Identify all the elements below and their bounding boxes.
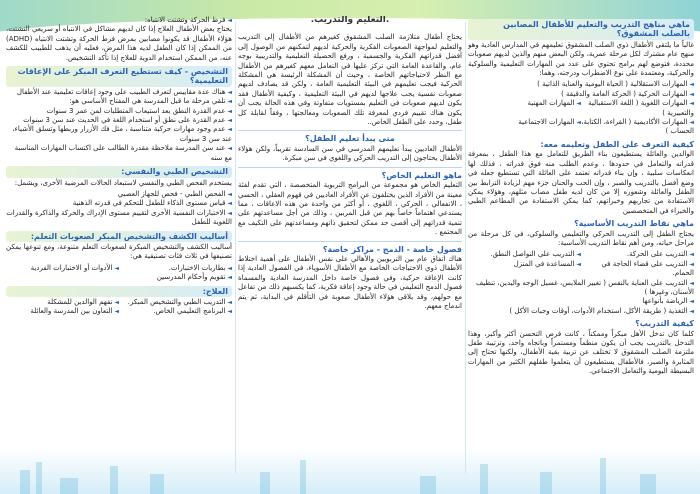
column-divider: [235, 22, 236, 474]
list-item: ◄ التعاون بين المدرسة والعائلة: [6, 307, 119, 316]
list-item: ◄ تفهم الوالدين للمشكلة: [6, 298, 119, 307]
list-item: ◄ عدم القدرة النطق بعد استيعاب المتطلبات لمن عمر 3 سنوات: [6, 107, 232, 116]
section-paragraph: يحتاج أطفال متلازمة الصلب المشقوق كغيرهم من الأطفال إلى التدريب والتعليم لمواجهة الصعوبات الفكرية والحركية لديهم لتمكنهم من الوصول إلى أفضل قدراتهم الفكرية والجسمية ، ورفع الحصيلة التعليمية والتدريبية بوجه عام، والقاعدة العامة التي تركز عليها في التعامل معهم كغيرهم من الأطفال مع النظر لاحتياجاتهم الخاصة ، وحيث أن المشكلة الرئيسة هي المشكلة الحركية فيجب تعليمهم في البيئة التعليمية العامة ، ولكن قد يصادف لديهم صعوبات نفسية يجب علاجها لديهم في البيئة التعليمية ، وكيفية الأطفال فقد يكون لديهم صعوبات في التعليم بمستويات متفاوتة وفي هذه الحالة يجب أن يكون هناك تقييم فردي لمعرفة تلك الصعوبات ومعالجتها ، وفقاً لقابلة كل طفل، وحدد على الطفل الخاص..: [238, 33, 462, 127]
list-item: ◄ عدم وجود مهارات حركية متناسبة ، مثل فك الأزرار وربطها وتسلق الأشياء، عند سن 3 سنوات: [6, 125, 232, 144]
list-item: ◄ عند سن المدرسة ملاحظة مقدرة الطالب على اكتساب المهارات المناسبة مع سنه: [6, 144, 232, 163]
section-heading: ماهي مناهج التدريب والتعليم للأطفال المصابين بالصلب المشقوق؟: [468, 19, 694, 40]
training-points-list: [468, 250, 694, 278]
section-heading: متى يبدأ تعليم الطفل؟: [305, 134, 395, 144]
list-item: ◄ هناك عدة مقاييس لتعرف الطبيب على وجود إعاقات تعليمية عند الأطفال: [6, 88, 232, 97]
left-column: [6, 16, 232, 486]
list-item: ◄ فرط الحركة وتشتت الانتباه:: [6, 16, 232, 25]
section-paragraph: يحتاج الطفل إلى التدريب الحركي والتعليمي والسلوكي، في كل مرحلة من مراحل حياته، ومن أهم نقاط التدريب الأساسية:: [468, 229, 694, 247]
section-paragraph: أساليب الكشف والتشخيص المبكرة لصعوبات التعلم متنوعة، ومع تنوعها يمكن تصنيفها في ثلاث فئات تصنيفية هي:: [6, 242, 232, 261]
list-item: ◄ المهارات اللغوية ( اللغة الاستقبالية والتعبيرية ): [581, 99, 694, 118]
right-column: [468, 16, 694, 486]
list-item: ◄ التدريب على قضاء الحاجة في الحمام.: [581, 260, 694, 279]
list-item: ◄ المهارات الاجتماعية: [468, 118, 581, 137]
list-item: ◄ التغذية ( طريقة الأكل، استخدام الأدوات، أوقات وجبات الأكل ): [468, 307, 694, 316]
section-heading: فصول خاصة - الدمج - مراكز خاصة؟: [322, 244, 462, 254]
list-item: ◄ الرياضة بأنواعها: [468, 297, 694, 306]
treatment-list: [6, 298, 232, 317]
section-heading: العلاج:: [6, 286, 232, 297]
list-item: ◄ التدريب على العناية بالنفس ( تغيير الملابس، غسيل الوجه واليدين، تنظيف الأسنان، وغيرها ): [468, 279, 694, 298]
skills-list: [468, 80, 694, 99]
section-paragraph: الأطفال العاديين يبدأ تعليمهم المدرسي في سن السادسة تقريباً، ولكن هؤلاء الأطفال يحتاجون إلى التدريب الحركي واللغوي في سن مبكرة.: [238, 144, 462, 163]
list-item: ◄ المساعدة في المنزل: [468, 260, 581, 279]
list-item: ◄ المهارات المهنية: [468, 99, 581, 118]
list-item: ◄ المهارات الاستقلالية ( الحياة اليومية والعناية الذاتية ): [468, 80, 694, 89]
methods-list: [6, 264, 232, 283]
divider: [238, 130, 462, 131]
middle-column: [238, 16, 462, 486]
list-item: ◄ البرنامج التعليمي الخاص.: [119, 307, 232, 316]
training-points-list-2: [468, 279, 694, 317]
skills-grid: [468, 99, 694, 137]
divider: [238, 241, 462, 242]
list-item: يحتاج بعض الأطفال العلاج إذا كان لديهم مشاكل في الانتباه أو سريعي التشتت، هؤلاء الأطفال قد يكونوا مصابين بمرض فرط الحركة وتشتت الانتباه (ADHD) من الممكن إذا كان الطفل لديه هذا المرض، فعليه أن يذهب للطبيب للكشف عنه، من الممكن استخدام الدوية للعلاج إذا تأكد التشخيص.: [6, 25, 232, 62]
section-heading: أساليب الكشف والتشخيص المبكر لصعوبات التعلم:: [6, 231, 232, 242]
list-item: ◄ بطاريات الاختبارات.: [119, 264, 232, 273]
list-item: ◄ التدريب على النواصل النطق.: [468, 250, 581, 259]
divider: [238, 167, 462, 168]
section-heading: التشخيص الطبي والنفسي:: [6, 166, 232, 177]
medical-list: [6, 190, 232, 228]
section-heading: كيفية التدريب؟: [635, 319, 694, 329]
column-divider: [465, 22, 466, 474]
list-item: ◄ التدريب على الحركة.: [581, 250, 694, 259]
section-paragraph: غالباً ما يلتقى الأطفال ذوي الصلب المشقوق تعليمهم في المدارس العادية وهو منهج عام مشترك لكل مرحلة عمرية، ولكن البعض منهم والذين لديهم صعوبات محددة، فتوضع لهم برامج تحتوي على عدد من المهارات التعليمية والسلوكية والحركية، ومعتمدة على نوع الاضطراب ودرجته، وهما:: [468, 40, 694, 78]
section-heading: ماهي نقاط التدريب الأساسية؟: [574, 219, 694, 229]
list-item: ◄ الفحص الطبي - فحص للجهاز العصبي: [6, 190, 232, 199]
list-item: ◄ المهارات الحركية ( الحركة العامة والدقيقة ): [468, 90, 694, 99]
list-item: ◄ المهارات الأكاديمية ( القراءة، الكتابة، الحساب ): [581, 118, 694, 137]
list-item: ◄ الأدوات أو الاختبارات الفردية: [6, 264, 119, 273]
section-heading: كيفية التعرف على الطفل وتعليمه معه:: [540, 139, 694, 149]
page-title: .التعليم والتدريب.: [310, 16, 390, 25]
section-paragraph: هناك اتفاق عام بين التربويين والأهالي على نفس الأطفال على أهمية اختلاط الأطفال ذوي الاحتياجات الخاصة مع الأطفال الأسوياء، في الفصول العادية إذا كانت الإعاقة حركية، وفي فصول خاصة داخل المدرسة العادية والمسماة فصول الدمج التعليمي في حالة وجود إعاقة فكرية، كما يكسبهم ذلك من تفاعل مع حولهم، وقد يلاقى هؤلاء الأطفال صعوبة في التأقلم في البداية، ثم يتم اندماج معهم.: [238, 254, 462, 310]
list-item: ◄ الاختبارات النفسية الأخرى لتقييم مستوى الإدراك والحركة والذاكرة والقدرات اللغوية للطفل: [6, 209, 232, 228]
section-paragraph: التعليم الخاص هو مجموعة من البرامج التربوية المتخصصة ، التي تقدم لفئة معينة من الأفراد الذين يختلفون عن الأفراد العاديين في قهوم العقلي ، الحسي ، الانفعالي ، الحركي ، اللغوي ، أو أكثر من واحدة من هذه الاعاقات ، مما يستدعي اهتماماً خاصاً بهم من قبل المربين ، وذلك من أجل مساعدتهم على تنمية قدراتهم إلى أقصى حد ممكن لتحقيق ذاتهم ومساعدتهم على التكيف مع المجتمع .: [238, 181, 462, 237]
section-heading: التشخيص - كيف تستطيع التعرف المبكر على الإعاقات التعليمية؟: [6, 66, 232, 87]
list-item: ◄ تلقي مرحلة ما قبل المدرسة هي المفتاح الأساسي هو:: [6, 97, 232, 106]
diagnosis-list: [6, 88, 232, 163]
section-heading: ماهو التعليم الخاص؟: [381, 170, 462, 180]
list-item: ◄ عدم القدرة على نطق أو استخدام اللغة في الحديث عند سن 3 سنوات: [6, 116, 232, 125]
list-item: ◄ قياس مستوى الذكاء للطفل للتحكم في قدرته الذهنية: [6, 199, 232, 208]
section-paragraph: الوالدين والعائلة يستطيعون بناء الطريق للتعامل مع هذا الطفل ، بمعرفة قدراته والتعامل في حدودها ، وعدم الطلب منه فوق قدراته ، فذلك لها انعكاسات سلبية ، وإن بناء قدراته تعتمد على العائلة التي تستطيع جعله في وضع أفضل بالتدريب والصبر ، وإن الحب والحنان جزء مهم لزيادة الترابط بين الطفل والعائلة وشعوره إلا من كان لديه طفل مصاب مثلهم، وهؤلاء يمكن الاستفادة من تجاربهم وخبراتهم، كما يمكن الاستفادة من المطاعم الطبي والخبراء في المتخصصين: [468, 150, 694, 215]
adhd-list: [6, 16, 232, 63]
section-paragraph: يستخدم الفحص الطبي والنفسي لاستبعاد الحالات المرضية الأخرى، ويشمل:: [14, 178, 232, 187]
list-item: ◄ تقويم وأحكام المدرسين: [119, 273, 232, 282]
list-item: ◄ التدريب الطبي والتشخيص المبكر.: [119, 298, 232, 307]
section-paragraph: كلما كان تدخل الأهل مبكراً وممكناً ، كانت فرص التحسن أكثر وأكبر، وهذا التدخل بالتدريب يجب أن يكون منظماً ومستمراً وباتجاه واحد، وترتيبة طفل ملتزمة الصلب المشقوق لا تختلف عن تربية بقية الأطفال، ولكنها تحتاج إلى المثابرة والصبر، فالأطفال يستطيعون أن يتعلموا طقلهم الكثير من المهارات البسيطة اليومية والتعامل الاجتماعي.: [468, 329, 694, 376]
